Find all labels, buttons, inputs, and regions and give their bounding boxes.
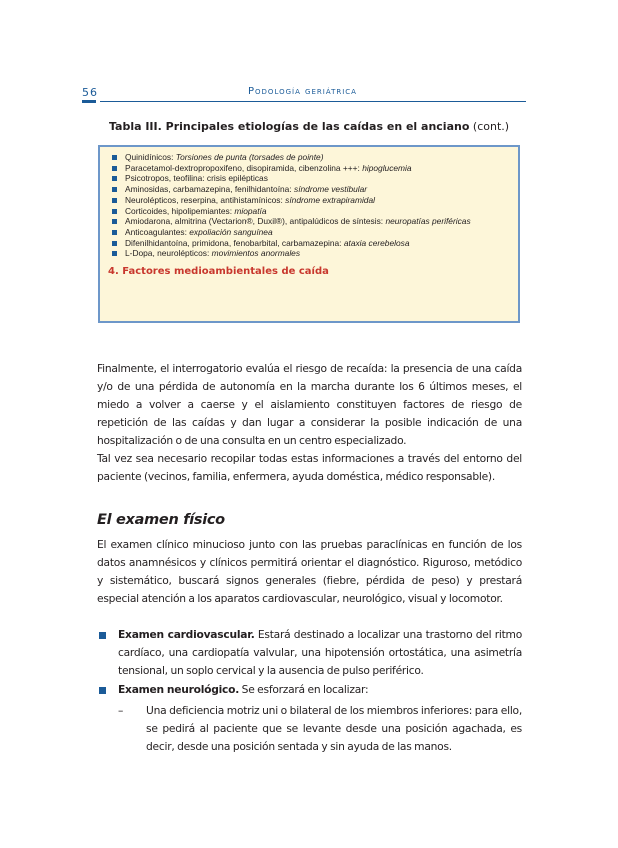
square-bullet-icon: [112, 176, 117, 181]
section-heading: El examen físico: [97, 512, 225, 528]
square-bullet-icon: [112, 166, 117, 171]
table-row: Difenilhidantoína, primidona, fenobarbital, carbamazepina: ataxia cerebelosa: [108, 238, 510, 249]
table-caption-title: Tabla III. Principales etiologías de las caídas en el anciano: [108, 120, 470, 133]
table-row: Aminosidas, carbamazepina, fenilhidantoína: síndrome vestibular: [108, 184, 510, 195]
list-item: [118, 681, 522, 699]
table-box: [98, 145, 520, 323]
header-rule: [100, 101, 526, 102]
paragraph: Tal vez sea necesario recopilar todas estas informaciones a través del entorno del paciente (vecinos, familia, enfermera, ayuda doméstica, médico responsable).: [97, 452, 522, 483]
table-list: [108, 152, 510, 259]
square-bullet-icon: [112, 219, 117, 224]
square-bullet-icon: [112, 251, 117, 256]
table-caption-cont: (cont.): [472, 120, 510, 133]
table-row: Quinidínicos: Torsiones de punta (torsades de pointe): [108, 152, 510, 163]
table-row: L-Dopa, neurolépticos: movimientos anormales: [108, 248, 510, 259]
square-bullet-icon: [112, 155, 117, 160]
square-bullet-icon: [112, 187, 117, 192]
paragraph: Finalmente, el interrogatorio evalúa el riesgo de recaída: la presencia de una caída y/o de una pérdida de autonomía en la marcha durante los 6 últimos meses, el miedo a volver a caerse y el aislamiento constituyen factores de riesgo de repetición de las caídas y dan lugar a considerar la posible indicación de una hospitalización o de una consulta en un centro especializado.: [97, 362, 522, 447]
list-item: [118, 626, 522, 680]
table-row: Amiodarona, almitrina (Vectarion®, Duxil®), antipalúdicos de síntesis: neuropatías periféricas: [108, 216, 510, 227]
table-row: Anticoagulantes: expoliación sanguínea: [108, 227, 510, 238]
sub-list-item: Una deficiencia motriz uni o bilateral de los miembros inferiores: para ello, se pedirá al paciente que se levante desde una posición agachada, es decir, desde una posición sentada y sin ayuda de las manos.: [146, 704, 522, 753]
page-number-bar: [82, 100, 96, 103]
table-row: Corticoides, hipolipemiantes: miopatía: [108, 206, 510, 217]
square-bullet-icon: [99, 687, 106, 694]
table-section-heading: 4. Factores medioambientales de caída: [108, 266, 329, 278]
running-title: Podología geriátrica: [248, 86, 357, 97]
list-item-text: Estará destinado a localizar una trastorno del ritmo cardíaco, una cardiopatía valvular, una hipotensión ortostática, una asimetría tensional, un soplo cervical y la ausencia de pulso periférico.: [118, 628, 522, 677]
square-bullet-icon: [112, 209, 117, 214]
list-item-lead: Examen neurológico.: [118, 683, 240, 696]
dash-bullet: –: [118, 704, 124, 717]
square-bullet-icon: [112, 198, 117, 203]
page-number: 56: [82, 86, 98, 99]
square-bullet-icon: [112, 241, 117, 246]
table-row: Psicotropos, teofilina: crisis epilépticas: [108, 173, 510, 184]
table-caption: [60, 120, 558, 133]
square-bullet-icon: [99, 632, 106, 639]
list-item-text: Se esforzará en localizar:: [239, 683, 369, 696]
table-row: Paracetamol-dextropropoxifeno, disopiramida, cibenzolina +++: hipoglucemia: [108, 163, 510, 174]
paragraph: El examen clínico minucioso junto con las pruebas paraclínicas en función de los datos anamnésicos y clínicos permitirá orientar el diagnóstico. Riguroso, metódico y sistemático, buscará signos generales (fiebre, pérdida de peso) y prestará especial atención a los aparatos cardiovascular, neurológico, visual y locomotor.: [97, 538, 522, 605]
square-bullet-icon: [112, 230, 117, 235]
table-row: Neurolépticos, reserpina, antihistamínicos: síndrome extrapiramidal: [108, 195, 510, 206]
list-item-lead: Examen cardiovascular.: [118, 628, 255, 641]
